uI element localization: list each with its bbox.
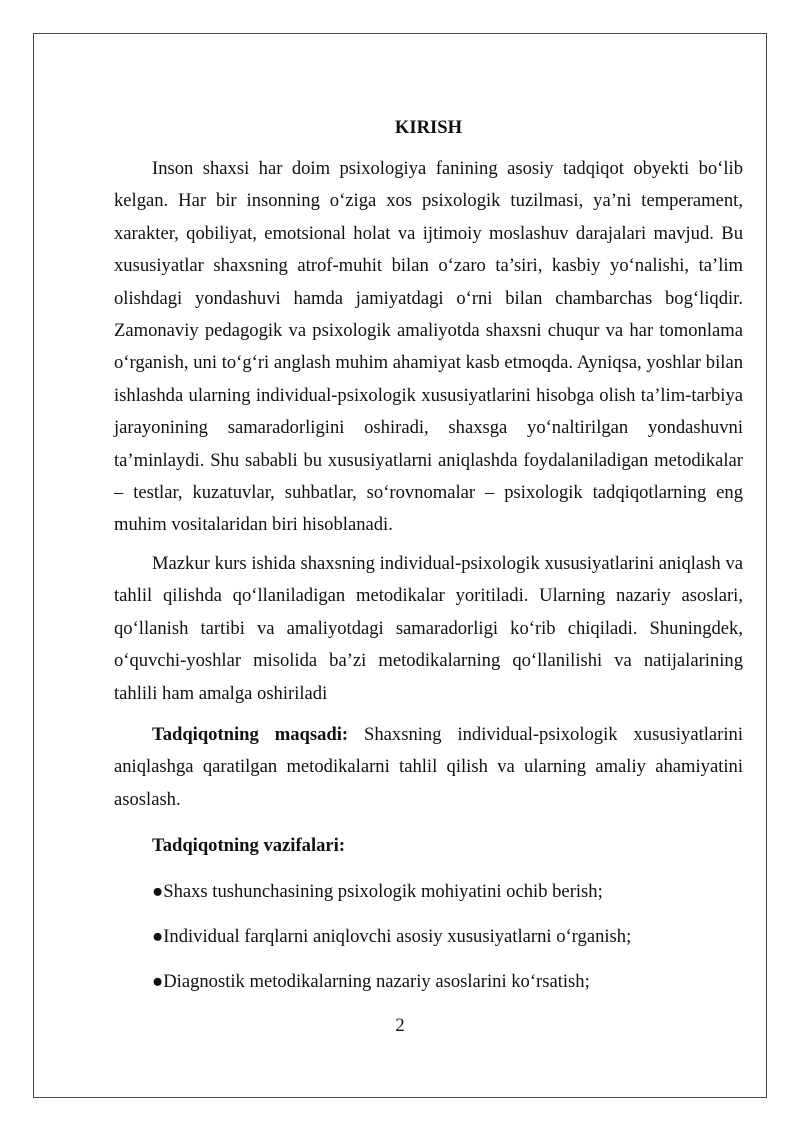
section-title: KIRISH [394,117,463,138]
research-goal-text: Shaxsning individual-psixologik xususiyatlarini aniqlashga qaratilgan metodikalarni tahlil qilish va ularning amaliy ahamiyatini asoslash. [114,723,743,810]
task-item: ●Individual farqlarni aniqlovchi asosiy xususiyatlarni o‘rganish; [152,925,632,947]
research-tasks-heading: Tadqiqotning vazifalari: [152,835,346,857]
task-item: ●Diagnostik metodikalarning nazariy asoslarini ko‘rsatish; [152,970,590,992]
research-goal-paragraph [114,719,743,816]
task-item: ●Shaxs tushunchasining psixologik mohiyatini ochib berish; [152,880,603,902]
intro-paragraph-1: Inson shaxsi har doim psixologiya fanining asosiy tadqiqot obyekti bo‘lib kelgan. Har bir insonning o‘ziga xos psixologik tuzilmasi, ya’ni temperament, xarakter, qobiliyat, emotsional holat va ijtimoiy moslashuv darajalari mavjud. Bu xususiyatlar shaxsning atrof-muhit bilan o‘zaro ta’siri, kasbiy yo‘nalishi, ta’lim olishdagi yondashuvi hamda jamiyatdagi o‘rni bilan chambarchas bog‘liqdir. Zamonaviy pedagogik va psixologik amaliyotda shaxsni chuqur va har tomonlama o‘rganish, uni to‘g‘ri anglash muhim ahamiyat kasb etmoqda. Ayniqsa, yoshlar bilan ishlashda ularning individual-psixologik xususiyatlarini hisobga olish ta’lim-tarbiya jarayonining samaradorligini oshiradi, shaxsga yo‘naltirilgan yondashuvni ta’minlaydi. Shu sababli bu xususiyatlarni aniqlashda foydalaniladigan metodikalar – testlar, kuzatuvlar, suhbatlar, so‘rovnomalar – psixologik tadqiqotlarning eng muhim vositalaridan biri hisoblanadi. [114,158,743,536]
intro-paragraph-2: Mazkur kurs ishida shaxsning individual-psixologik xususiyatlarini aniqlash va tahlil qilishda qo‘llaniladigan metodikalar yoritiladi. Ularning nazariy asoslari, qo‘llanish tartibi va amaliyotdagi samaradorligi ko‘rib chiqiladi. Shuningdek, o‘quvchi-yoshlar misolida ba’zi metodikalarning qo‘llanilishi va natijalarining tahlili ham amalga oshiriladi [114,552,743,704]
research-goal-label: Tadqiqotning maqsadi: [152,723,349,745]
page-number: 2 [395,1015,405,1036]
document-body [114,112,743,998]
research-tasks-list [114,876,743,998]
